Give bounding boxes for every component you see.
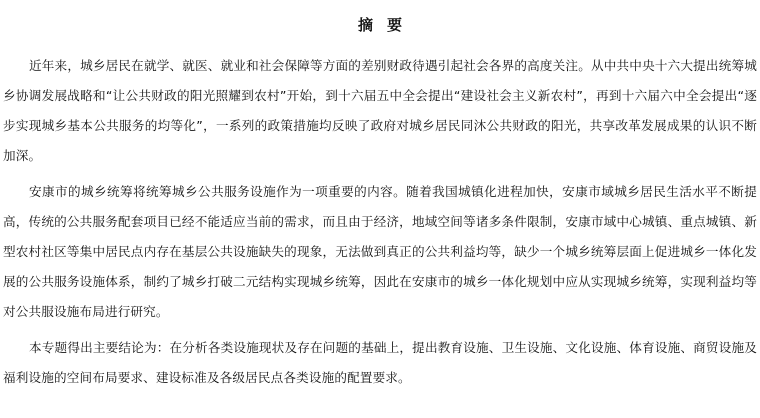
paragraph-3: 本专题得出主要结论为：在分析各类设施现状及存在问题的基础上，提出教育设施、卫生设施、文化设施、体育设施、商贸设施及福利设施的空间布局要求、建设标准及各级居民点各类设施的配置要求。 bbox=[3, 340, 757, 385]
paragraph-1: 近年来，城乡居民在就学、就医、就业和社会保障等方面的差别财政待遇引起社会各界的高度关注。从中共中央十六大提出统筹城乡协调发展战略和“让公共财政的阳光照耀到农村”开始，到十六届五中全会提出“建设社会主义新农村”，再到十六届六中全会提出“逐步实现城乡基本公共服务的均等化”，一系列的政策措施均反映了政府对城乡居民同沐公共财政的阳光，共享改革发展成果的认识不断加深。 bbox=[3, 58, 757, 163]
abstract-body bbox=[3, 51, 757, 393]
abstract-title: 摘要 bbox=[357, 16, 416, 34]
paragraph-2: 安康市的城乡统筹将统筹城乡公共服务设施作为一项重要的内容。随着我国城镇化进程加快，安康市域城乡居民生活水平不断提高，传统的公共服务配套项目已经不能适应当前的需求，而且由于经济，地域空间等诸多条件限制，安康市域中心城镇、重点城镇、新型农村社区等集中居民点内存在基层公共设施缺失的现象，无法做到真正的公共利益均等，缺少一个城乡统筹层面上促进城乡一体化发展的公共服务设施体系，制约了城乡打破二元结构实现城乡统筹，因此在安康市的城乡一体化规划中应从实现城乡统筹，实现利益均等对公共服设施布局进行研究。 bbox=[3, 184, 757, 319]
